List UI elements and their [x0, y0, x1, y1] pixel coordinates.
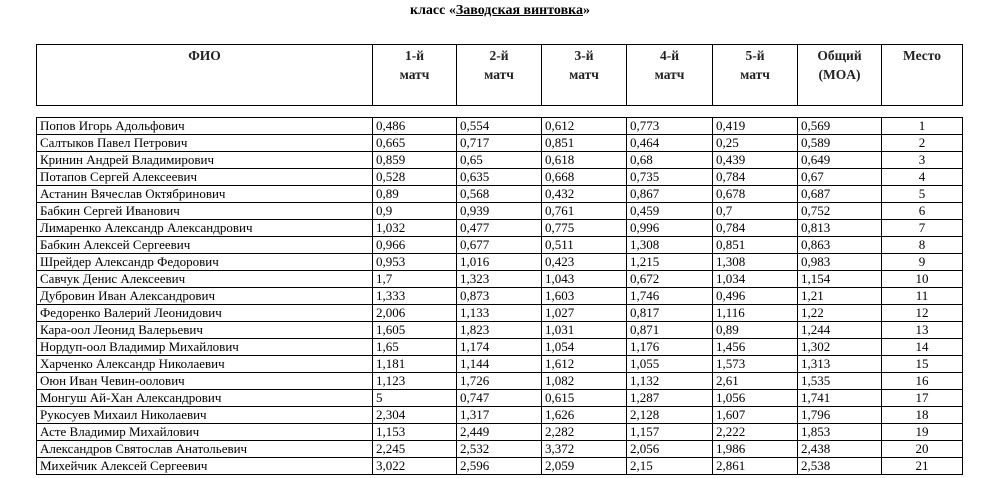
cell-match-4: 0,459 [627, 203, 713, 220]
table-row [37, 441, 963, 458]
cell-match-1: 2,304 [373, 407, 457, 424]
cell-match-4: 0,996 [627, 220, 713, 237]
cell-match-3: 0,618 [542, 152, 627, 169]
cell-match-4: 2,056 [627, 441, 713, 458]
cell-match-4: 1,287 [627, 390, 713, 407]
header-match-1: 1-й матч [373, 45, 457, 106]
cell-match-3: 0,615 [542, 390, 627, 407]
cell-place: 18 [882, 407, 963, 424]
cell-place: 15 [882, 356, 963, 373]
cell-match-2: 0,477 [457, 220, 542, 237]
cell-match-1: 0,89 [373, 186, 457, 203]
cell-match-2: 2,532 [457, 441, 542, 458]
cell-match-5: 1,573 [713, 356, 798, 373]
table-row [37, 152, 963, 169]
cell-match-3: 0,423 [542, 254, 627, 271]
table-row [37, 339, 963, 356]
cell-place: 6 [882, 203, 963, 220]
cell-total: 1,21 [798, 288, 882, 305]
cell-match-2: 2,596 [457, 458, 542, 475]
cell-name: Попов Игорь Адольфович [37, 118, 373, 135]
cell-total: 0,67 [798, 169, 882, 186]
table-row [37, 254, 963, 271]
table-row [37, 220, 963, 237]
cell-match-4: 0,68 [627, 152, 713, 169]
cell-name: Кара-оол Леонид Валерьевич [37, 322, 373, 339]
cell-place: 13 [882, 322, 963, 339]
cell-match-5: 2,61 [713, 373, 798, 390]
cell-total: 0,569 [798, 118, 882, 135]
cell-name: Александров Святослав Анатольевич [37, 441, 373, 458]
cell-match-1: 0,486 [373, 118, 457, 135]
cell-match-3: 0,432 [542, 186, 627, 203]
header-name: ФИО [37, 45, 373, 106]
cell-place: 7 [882, 220, 963, 237]
cell-place: 5 [882, 186, 963, 203]
cell-match-1: 1,65 [373, 339, 457, 356]
cell-match-3: 0,761 [542, 203, 627, 220]
cell-place: 21 [882, 458, 963, 475]
cell-match-4: 1,746 [627, 288, 713, 305]
cell-match-5: 2,222 [713, 424, 798, 441]
cell-place: 16 [882, 373, 963, 390]
cell-name: Харченко Александр Николаевич [37, 356, 373, 373]
cell-name: Кринин Андрей Владимирович [37, 152, 373, 169]
cell-match-2: 1,323 [457, 271, 542, 288]
cell-name: Салтыков Павел Петрович [37, 135, 373, 152]
cell-match-2: 1,144 [457, 356, 542, 373]
cell-match-5: 1,034 [713, 271, 798, 288]
table-row [37, 458, 963, 475]
cell-match-5: 0,7 [713, 203, 798, 220]
cell-name: Потапов Сергей Алексеевич [37, 169, 373, 186]
cell-match-1: 1,153 [373, 424, 457, 441]
cell-match-2: 0,873 [457, 288, 542, 305]
cell-match-1: 0,953 [373, 254, 457, 271]
cell-total: 0,687 [798, 186, 882, 203]
cell-match-1: 2,245 [373, 441, 457, 458]
cell-place: 12 [882, 305, 963, 322]
cell-match-3: 1,626 [542, 407, 627, 424]
cell-total: 0,589 [798, 135, 882, 152]
cell-name: Бабкин Сергей Иванович [37, 203, 373, 220]
cell-match-5: 1,308 [713, 254, 798, 271]
cell-place: 9 [882, 254, 963, 271]
cell-place: 20 [882, 441, 963, 458]
table-row [37, 424, 963, 441]
header-total: Общий (MOA) [798, 45, 882, 106]
table-row [37, 322, 963, 339]
cell-match-3: 1,031 [542, 322, 627, 339]
cell-match-2: 1,016 [457, 254, 542, 271]
cell-total: 0,863 [798, 237, 882, 254]
cell-match-5: 0,419 [713, 118, 798, 135]
cell-total: 1,154 [798, 271, 882, 288]
cell-match-2: 1,726 [457, 373, 542, 390]
cell-match-4: 0,817 [627, 305, 713, 322]
header-place: Место [882, 45, 963, 106]
cell-name: Бабкин Алексей Сергеевич [37, 237, 373, 254]
cell-match-4: 0,464 [627, 135, 713, 152]
cell-match-2: 0,747 [457, 390, 542, 407]
cell-match-2: 0,65 [457, 152, 542, 169]
cell-match-3: 0,851 [542, 135, 627, 152]
cell-match-2: 0,677 [457, 237, 542, 254]
cell-match-1: 1,605 [373, 322, 457, 339]
cell-match-4: 0,773 [627, 118, 713, 135]
cell-match-2: 1,317 [457, 407, 542, 424]
cell-match-5: 1,986 [713, 441, 798, 458]
results-table-body [37, 118, 963, 475]
cell-total: 1,244 [798, 322, 882, 339]
table-row [37, 169, 963, 186]
header-match-3: 3-й матч [542, 45, 627, 106]
cell-name: Оюн Иван Чевин-оолович [37, 373, 373, 390]
cell-place: 10 [882, 271, 963, 288]
cell-match-4: 1,176 [627, 339, 713, 356]
cell-match-5: 0,784 [713, 220, 798, 237]
cell-match-1: 1,7 [373, 271, 457, 288]
cell-name: Лимаренко Александр Александрович [37, 220, 373, 237]
cell-place: 17 [882, 390, 963, 407]
cell-place: 19 [882, 424, 963, 441]
header-row [37, 45, 963, 106]
cell-match-1: 3,022 [373, 458, 457, 475]
header-match-4: 4-й матч [627, 45, 713, 106]
cell-total: 1,535 [798, 373, 882, 390]
cell-match-3: 1,612 [542, 356, 627, 373]
table-row [37, 390, 963, 407]
cell-total: 0,752 [798, 203, 882, 220]
cell-match-1: 1,032 [373, 220, 457, 237]
cell-total: 1,22 [798, 305, 882, 322]
cell-total: 2,438 [798, 441, 882, 458]
table-row [37, 135, 963, 152]
cell-match-1: 0,966 [373, 237, 457, 254]
cell-place: 2 [882, 135, 963, 152]
cell-match-5: 0,439 [713, 152, 798, 169]
cell-match-3: 0,775 [542, 220, 627, 237]
cell-match-2: 1,823 [457, 322, 542, 339]
cell-match-5: 1,056 [713, 390, 798, 407]
cell-match-3: 1,603 [542, 288, 627, 305]
cell-match-3: 3,372 [542, 441, 627, 458]
cell-match-5: 0,25 [713, 135, 798, 152]
cell-name: Рукосуев Михаил Николаевич [37, 407, 373, 424]
cell-total: 0,813 [798, 220, 882, 237]
table-row [37, 305, 963, 322]
cell-place: 3 [882, 152, 963, 169]
cell-match-1: 2,006 [373, 305, 457, 322]
cell-match-4: 2,128 [627, 407, 713, 424]
cell-total: 1,796 [798, 407, 882, 424]
title-prefix: класс « [410, 3, 456, 18]
cell-total: 0,649 [798, 152, 882, 169]
cell-name: Нордуп-оол Владимир Михайлович [37, 339, 373, 356]
cell-match-5: 1,116 [713, 305, 798, 322]
cell-total: 1,853 [798, 424, 882, 441]
cell-match-3: 1,082 [542, 373, 627, 390]
cell-match-1: 0,665 [373, 135, 457, 152]
cell-match-4: 0,735 [627, 169, 713, 186]
cell-match-5: 1,456 [713, 339, 798, 356]
results-table [36, 117, 963, 475]
cell-match-1: 1,123 [373, 373, 457, 390]
cell-match-1: 5 [373, 390, 457, 407]
table-row [37, 186, 963, 203]
cell-total: 1,313 [798, 356, 882, 373]
cell-match-3: 1,043 [542, 271, 627, 288]
cell-name: Дубровин Иван Александрович [37, 288, 373, 305]
cell-name: Асте Владимир Михайлович [37, 424, 373, 441]
cell-match-4: 2,15 [627, 458, 713, 475]
cell-match-1: 0,528 [373, 169, 457, 186]
cell-name: Михейчик Алексей Сергеевич [37, 458, 373, 475]
cell-place: 4 [882, 169, 963, 186]
cell-match-2: 1,174 [457, 339, 542, 356]
cell-match-4: 1,308 [627, 237, 713, 254]
cell-name: Федоренко Валерий Леонидович [37, 305, 373, 322]
cell-match-3: 2,282 [542, 424, 627, 441]
title-class-name: Заводская винтовка [455, 3, 583, 18]
cell-match-4: 0,871 [627, 322, 713, 339]
table-row [37, 237, 963, 254]
cell-match-4: 1,215 [627, 254, 713, 271]
cell-match-3: 0,511 [542, 237, 627, 254]
results-table-header [36, 44, 963, 106]
cell-match-3: 1,054 [542, 339, 627, 356]
cell-match-4: 1,132 [627, 373, 713, 390]
cell-match-4: 1,055 [627, 356, 713, 373]
cell-total: 1,302 [798, 339, 882, 356]
cell-name: Шрейдер Александр Федорович [37, 254, 373, 271]
cell-place: 1 [882, 118, 963, 135]
page-title [0, 3, 1000, 19]
cell-place: 14 [882, 339, 963, 356]
table-row [37, 271, 963, 288]
cell-match-3: 2,059 [542, 458, 627, 475]
cell-match-5: 0,496 [713, 288, 798, 305]
table-row [37, 288, 963, 305]
cell-match-3: 0,668 [542, 169, 627, 186]
cell-match-1: 0,9 [373, 203, 457, 220]
cell-place: 8 [882, 237, 963, 254]
cell-match-2: 0,717 [457, 135, 542, 152]
cell-place: 11 [882, 288, 963, 305]
cell-name: Астанин Вячеслав Октябринович [37, 186, 373, 203]
cell-total: 1,741 [798, 390, 882, 407]
cell-match-5: 0,784 [713, 169, 798, 186]
cell-match-2: 0,568 [457, 186, 542, 203]
cell-match-3: 0,612 [542, 118, 627, 135]
cell-match-5: 0,89 [713, 322, 798, 339]
cell-match-5: 1,607 [713, 407, 798, 424]
cell-match-1: 1,333 [373, 288, 457, 305]
cell-match-1: 1,181 [373, 356, 457, 373]
table-row [37, 356, 963, 373]
cell-match-2: 1,133 [457, 305, 542, 322]
cell-name: Монгуш Ай-Хан Александрович [37, 390, 373, 407]
cell-match-4: 1,157 [627, 424, 713, 441]
cell-match-5: 0,678 [713, 186, 798, 203]
cell-match-1: 0,859 [373, 152, 457, 169]
header-match-2: 2-й матч [457, 45, 542, 106]
cell-match-2: 0,939 [457, 203, 542, 220]
cell-match-2: 2,449 [457, 424, 542, 441]
cell-match-2: 0,554 [457, 118, 542, 135]
table-row [37, 373, 963, 390]
cell-match-5: 2,861 [713, 458, 798, 475]
cell-total: 2,538 [798, 458, 882, 475]
title-suffix: » [583, 3, 590, 18]
cell-match-2: 0,635 [457, 169, 542, 186]
cell-match-4: 0,672 [627, 271, 713, 288]
cell-name: Савчук Денис Алексеевич [37, 271, 373, 288]
table-row [37, 203, 963, 220]
table-row [37, 407, 963, 424]
table-row [37, 118, 963, 135]
cell-total: 0,983 [798, 254, 882, 271]
header-match-5: 5-й матч [713, 45, 798, 106]
cell-match-5: 0,851 [713, 237, 798, 254]
cell-match-4: 0,867 [627, 186, 713, 203]
cell-match-3: 1,027 [542, 305, 627, 322]
